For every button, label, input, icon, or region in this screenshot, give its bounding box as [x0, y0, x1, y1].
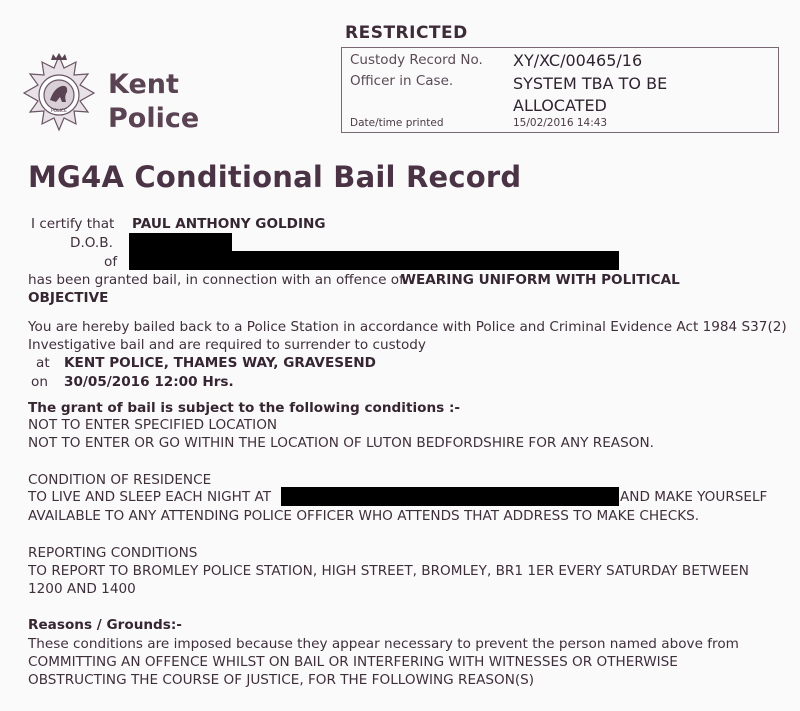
- condition-2: NOT TO ENTER OR GO WITHIN THE LOCATION OF LUTON BEDFORDSHIRE FOR ANY REASON.: [28, 435, 654, 451]
- page-title: MG4A Conditional Bail Record: [28, 160, 522, 194]
- custody-record-value: XY/XC/00465/16: [513, 51, 643, 70]
- officer-in-case-value-2: ALLOCATED: [513, 96, 607, 115]
- dob-label: D.O.B.: [70, 235, 113, 251]
- date-printed-value: 15/02/2016 14:43: [513, 117, 608, 129]
- offence-line-1: WEARING UNIFORM WITH POLITICAL: [401, 272, 680, 288]
- bail-line-1: You are hereby bailed back to a Police Station in accordance with Police and Criminal Evidence Act 1984 S37(2): [28, 319, 787, 335]
- restricted-label: RESTRICTED: [345, 23, 468, 43]
- reasons-line-2: COMMITTING AN OFFENCE WHILST ON BAIL OR INTERFERING WITH WITNESSES OR OTHERWISE: [28, 654, 678, 670]
- certify-label: I certify that: [31, 216, 115, 232]
- brand-kent: Kent: [108, 69, 179, 100]
- person-name: PAUL ANTHONY GOLDING: [132, 216, 326, 232]
- address-of-label: of: [104, 254, 118, 270]
- condition-1: NOT TO ENTER SPECIFIED LOCATION: [28, 417, 278, 433]
- custody-record-label: Custody Record No.: [350, 52, 483, 68]
- offence-line-2: OBJECTIVE: [28, 290, 109, 306]
- residence-line-2: AVAILABLE TO ANY ATTENDING POLICE OFFICER WHO ATTENDS THAT ADDRESS TO MAKE CHECKS.: [28, 508, 700, 524]
- reasons-heading: Reasons / Grounds:-: [28, 617, 182, 633]
- bail-line-2: Investigative bail and are required to surrender to custody: [28, 337, 426, 353]
- officer-in-case-value-1: SYSTEM TBA TO BE: [513, 74, 668, 93]
- at-label: at: [36, 355, 50, 371]
- dob-redaction: [129, 233, 232, 252]
- address-redaction: [129, 251, 619, 270]
- on-label: on: [31, 374, 48, 390]
- officer-in-case-label: Officer in Case.: [350, 73, 454, 89]
- svg-text:POLICE: POLICE: [50, 109, 68, 114]
- reasons-line-1: These conditions are imposed because they appear necessary to prevent the person named above from: [28, 636, 739, 652]
- reasons-line-3: OBSTRUCTING THE COURSE OF JUSTICE, FOR THE FOLLOWING REASON(S): [28, 672, 535, 688]
- residence-line-1: TO LIVE AND SLEEP EACH NIGHT AT: [28, 489, 272, 505]
- residence-line-1-end: AND MAKE YOURSELF: [620, 489, 768, 505]
- brand-police: Police: [108, 103, 200, 134]
- surrender-date: 30/05/2016 12:00 Hrs.: [64, 374, 234, 390]
- conditions-heading: The grant of bail is subject to the following conditions :-: [28, 400, 461, 416]
- surrender-location: KENT POLICE, THAMES WAY, GRAVESEND: [64, 355, 376, 371]
- residence-address-redaction: [281, 487, 619, 506]
- kent-police-crest-icon: [18, 52, 100, 134]
- reporting-line-1: TO REPORT TO BROMLEY POLICE STATION, HIGH STREET, BROMLEY, BR1 1ER EVERY SATURDAY BETWEEN: [28, 563, 749, 579]
- date-printed-label: Date/time printed: [350, 117, 444, 129]
- reporting-heading: REPORTING CONDITIONS: [28, 545, 198, 561]
- reporting-line-2: 1200 AND 1400: [28, 581, 136, 597]
- residence-heading: CONDITION OF RESIDENCE: [28, 472, 212, 488]
- granted-bail-text: has been granted bail, in connection with an offence of: [28, 272, 404, 288]
